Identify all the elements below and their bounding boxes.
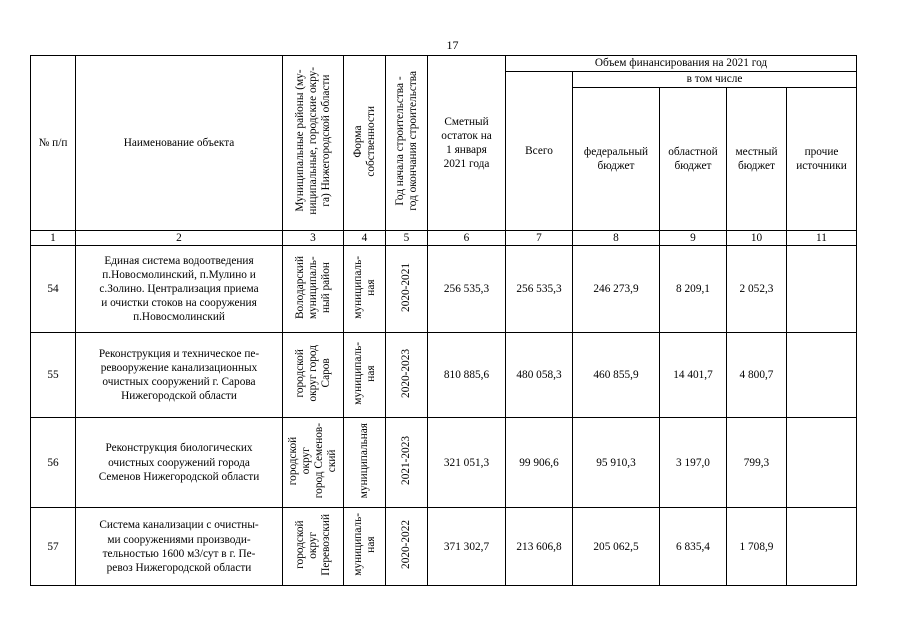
row-federal: 246 273,9 [573, 246, 660, 333]
table-row [31, 246, 857, 333]
column-number: 11 [787, 231, 857, 246]
financing-table [30, 55, 857, 586]
header-years [386, 56, 428, 231]
row-federal: 95 910,3 [573, 418, 660, 508]
column-number: 8 [573, 231, 660, 246]
row-num: 56 [31, 418, 76, 508]
row-num: 54 [31, 246, 76, 333]
column-number: 7 [506, 231, 573, 246]
column-number: 10 [727, 231, 787, 246]
row-total: 213 606,8 [506, 508, 573, 586]
column-number: 6 [428, 231, 506, 246]
header-including: в том числе [573, 72, 857, 88]
row-district: городской округ Перевозский [283, 508, 344, 586]
row-other [787, 333, 857, 418]
row-other [787, 418, 857, 508]
row-district: городской округ город Семенов- ский [283, 418, 344, 508]
row-ownership: муниципаль- ная [344, 508, 386, 586]
row-remainder: 810 885,6 [428, 333, 506, 418]
row-num: 55 [31, 333, 76, 418]
row-years: 2020-2021 [386, 246, 428, 333]
row-total: 99 906,6 [506, 418, 573, 508]
row-local: 1 708,9 [727, 508, 787, 586]
header-federal: федеральный бюджет [573, 88, 660, 231]
row-ownership: муниципальная [344, 418, 386, 508]
row-federal: 205 062,5 [573, 508, 660, 586]
column-number: 1 [31, 231, 76, 246]
row-years: 2021-2023 [386, 418, 428, 508]
table-row [31, 418, 857, 508]
row-other [787, 246, 857, 333]
row-ownership: муниципаль- ная [344, 246, 386, 333]
header-num: № п/п [31, 56, 76, 231]
row-regional: 8 209,1 [660, 246, 727, 333]
row-federal: 460 855,9 [573, 333, 660, 418]
column-number: 2 [76, 231, 283, 246]
row-name: Реконструкция биологических очистных сооружений города Семенов Нижегородской области [76, 418, 283, 508]
row-local: 799,3 [727, 418, 787, 508]
header-remainder: Сметный остаток на 1 января 2021 года [428, 56, 506, 231]
row-regional: 6 835,4 [660, 508, 727, 586]
row-name: Система канализации с очистны- ми сооружениями производи- тельностью 1600 м3/сут в г. Пе- ревоз Нижегородской области [76, 508, 283, 586]
row-district: городской округ город Саров [283, 333, 344, 418]
header-name: Наименование объекта [76, 56, 283, 231]
table-row [31, 333, 857, 418]
row-district: Володарский муниципаль- ный район [283, 246, 344, 333]
header-years-text: Год начала строительства - год окончания строительства [393, 71, 419, 211]
row-remainder: 371 302,7 [428, 508, 506, 586]
row-name: Реконструкция и техническое пе- ревооружение канализационных очистных сооружений г. Сарова Нижегородской области [76, 333, 283, 418]
row-local: 2 052,3 [727, 246, 787, 333]
row-local: 4 800,7 [727, 333, 787, 418]
row-name: Единая система водоотведения п.Новосмолинский, п.Мулино и с.Золино. Централизация приема и очистки стоков на сооружения п.Новосмолинский [76, 246, 283, 333]
row-total: 480 058,3 [506, 333, 573, 418]
row-num: 57 [31, 508, 76, 586]
header-total: Всего [506, 72, 573, 231]
header-regional: областной бюджет [660, 88, 727, 231]
table-row [31, 508, 857, 586]
column-number: 4 [344, 231, 386, 246]
header-funding: Объем финансирования на 2021 год [506, 56, 857, 72]
row-remainder: 321 051,3 [428, 418, 506, 508]
header-local: местный бюджет [727, 88, 787, 231]
header-ownership-text: Форма собственности [351, 105, 377, 177]
column-number: 9 [660, 231, 727, 246]
column-number: 5 [386, 231, 428, 246]
header-district [283, 56, 344, 231]
header-ownership [344, 56, 386, 231]
header-other: прочие источники [787, 88, 857, 231]
row-years: 2020-2022 [386, 508, 428, 586]
row-regional: 3 197,0 [660, 418, 727, 508]
row-total: 256 535,3 [506, 246, 573, 333]
row-remainder: 256 535,3 [428, 246, 506, 333]
page-number: 17 [446, 38, 459, 52]
header-district-text: Муниципальные районы (му- ниципальные, городские окру- га) Нижегородской области [293, 67, 332, 215]
row-ownership: муниципаль- ная [344, 333, 386, 418]
column-number-row [31, 231, 857, 246]
row-years: 2020-2023 [386, 333, 428, 418]
row-regional: 14 401,7 [660, 333, 727, 418]
column-number: 3 [283, 231, 344, 246]
row-other [787, 508, 857, 586]
